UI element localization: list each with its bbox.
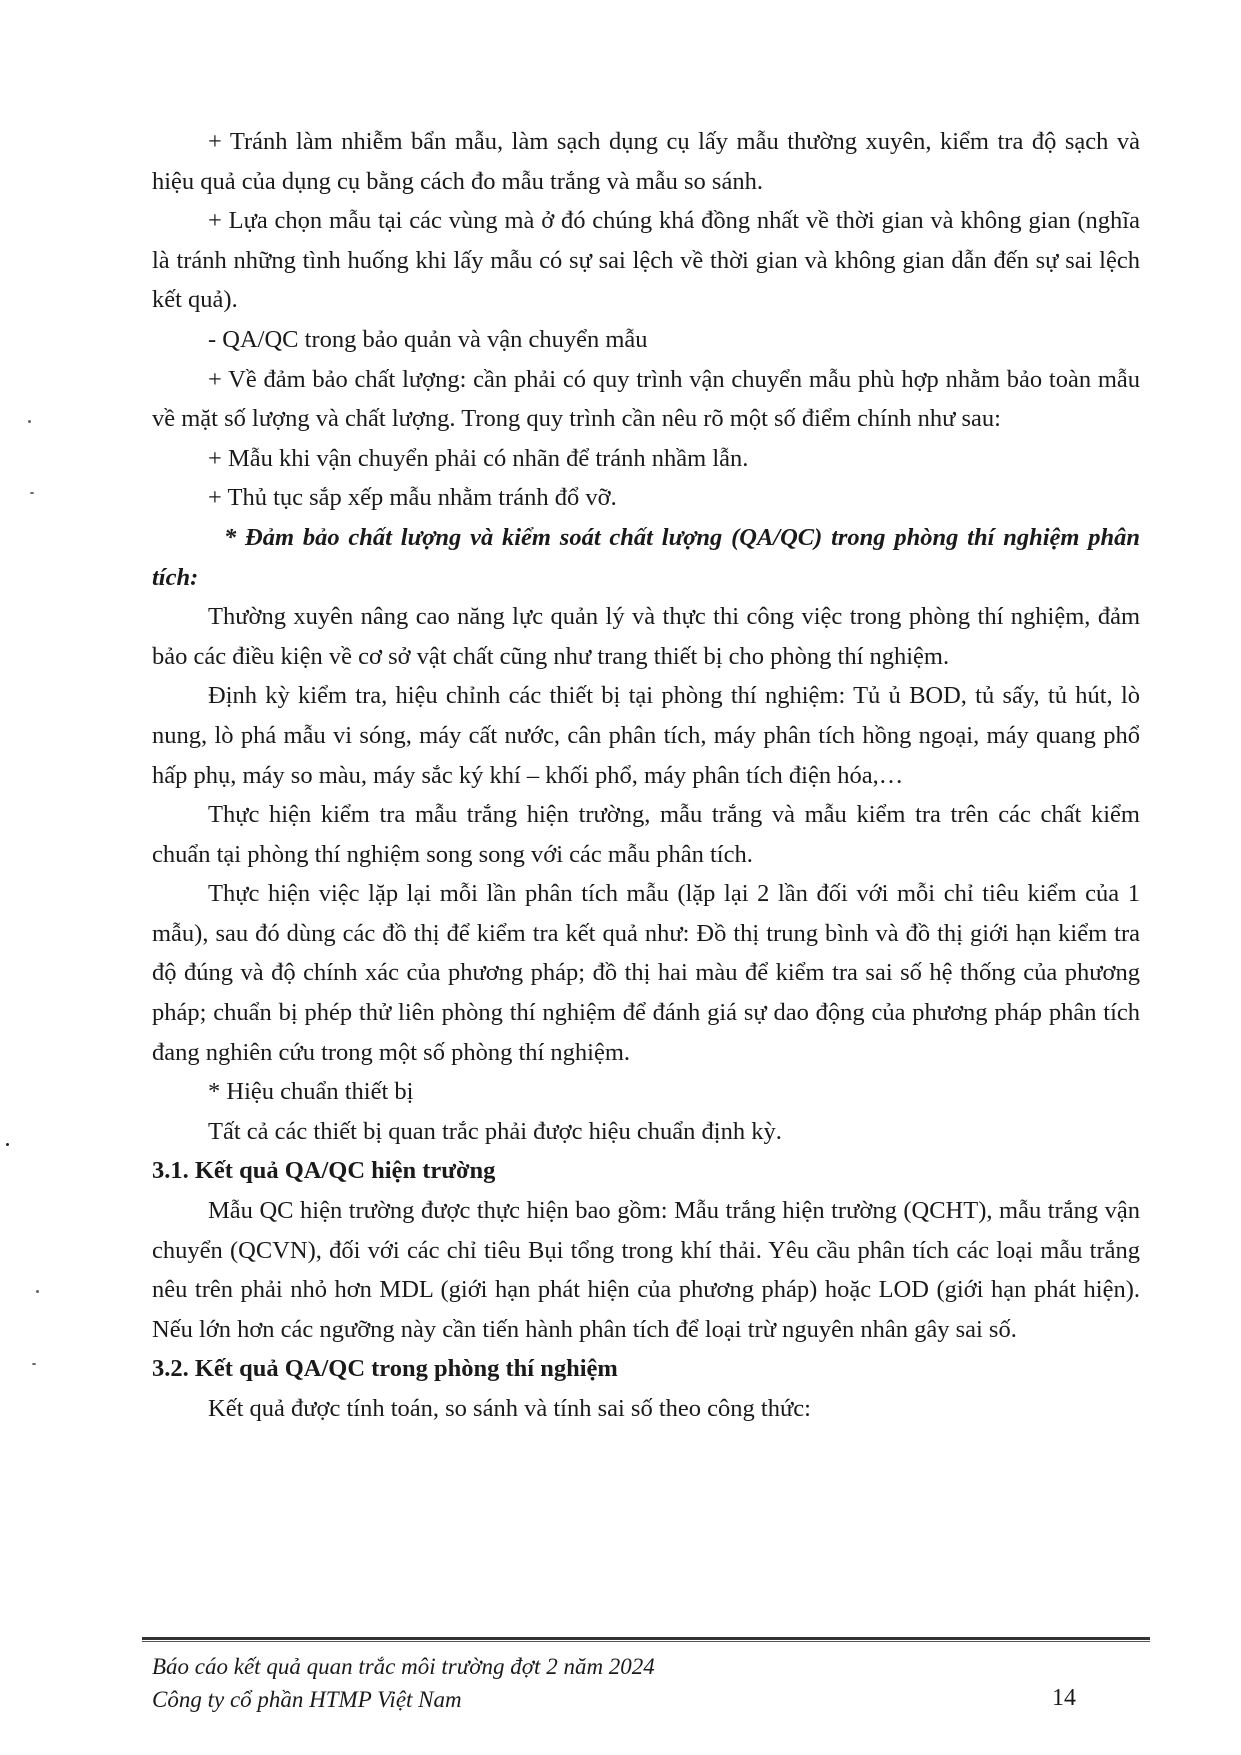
scan-speck bbox=[32, 1363, 36, 1365]
scan-speck bbox=[6, 1143, 9, 1146]
footer-divider bbox=[142, 1637, 1150, 1642]
scan-speck bbox=[28, 420, 31, 423]
paragraph: Kết quả được tính toán, so sánh và tính sai số theo công thức: bbox=[208, 1395, 811, 1422]
document-body bbox=[152, 122, 1140, 1429]
paragraph: - QA/QC trong bảo quản và vận chuyển mẫu bbox=[208, 325, 648, 353]
paragraph: Thực hiện việc lặp lại mỗi lần phân tích mẫu (lặp lại 2 lần đối với mỗi chỉ tiêu kiểm của 1 mẫu), sau đó dùng các đồ thị để kiểm tra kết quả như: Đồ thị trung bình và đồ thị giới hạn kiểm tra độ đúng và độ chính xác của phương pháp; đồ thị hai màu để kiểm tra sai số hệ thống của phương pháp; chuẩn bị phép thử liên phòng thí nghiệm để đánh giá sự dao động của phương pháp phân tích đang nghiên cứu trong một số phòng thí nghiệm. bbox=[152, 880, 1140, 1066]
footer-company-name: Công ty cổ phần HTMP Việt Nam bbox=[152, 1687, 462, 1712]
section-heading-3-2: 3.2. Kết quả QA/QC trong phòng thí nghiệm bbox=[152, 1355, 618, 1383]
page-number: 14 bbox=[1052, 1685, 1076, 1711]
paragraph: * Hiệu chuẩn thiết bị bbox=[208, 1078, 414, 1106]
paragraph: + Thủ tục sắp xếp mẫu nhằm tránh đổ vỡ. bbox=[208, 484, 617, 512]
paragraph: + Mẫu khi vận chuyển phải có nhãn để tránh nhầm lẫn. bbox=[208, 444, 749, 472]
scan-speck bbox=[30, 492, 34, 494]
paragraph: + Về đảm bảo chất lượng: cần phải có quy trình vận chuyển mẫu phù hợp nhằm bảo toàn mẫu về mặt số lượng và chất lượng. Trong quy trình cần nêu rõ một số điểm chính như sau: bbox=[152, 365, 1140, 433]
paragraph: + Tránh làm nhiễm bẩn mẫu, làm sạch dụng cụ lấy mẫu thường xuyên, kiểm tra độ sạch và hiệu quả của dụng cụ bằng cách đo mẫu trắng và mẫu so sánh. bbox=[152, 128, 1140, 195]
scan-speck bbox=[36, 1290, 39, 1293]
footer-report-title: Báo cáo kết quả quan trắc môi trường đợt 2 năm 2024 bbox=[152, 1654, 655, 1679]
paragraph: Thường xuyên nâng cao năng lực quản lý và thực thi công việc trong phòng thí nghiệm, đảm bảo các điều kiện về cơ sở vật chất cũng như trang thiết bị cho phòng thí nghiệm. bbox=[152, 603, 1140, 670]
paragraph: Định kỳ kiểm tra, hiệu chỉnh các thiết bị tại phòng thí nghiệm: Tủ ủ BOD, tủ sấy, tủ hút, lò nung, lò phá mẫu vi sóng, máy cất nước, cân phân tích, máy phân tích hồng ngoại, máy quang phổ hấp phụ, máy so màu, máy sắc ký khí – khối phổ, máy phân tích điện hóa,… bbox=[152, 682, 1140, 789]
paragraph: + Lựa chọn mẫu tại các vùng mà ở đó chúng khá đồng nhất về thời gian và không gian (nghĩa là tránh những tình huống khi lấy mẫu có sự sai lệch về thời gian và không gian dẫn đến sự sai lệch kết quả). bbox=[152, 207, 1140, 314]
paragraph: Thực hiện kiểm tra mẫu trắng hiện trường, mẫu trắng và mẫu kiểm tra trên các chất kiểm chuẩn tại phòng thí nghiệm song song với các mẫu phân tích. bbox=[152, 801, 1140, 868]
paragraph: Tất cả các thiết bị quan trắc phải được hiệu chuẩn định kỳ. bbox=[208, 1117, 782, 1145]
section-heading-3-1: 3.1. Kết quả QA/QC hiện trường bbox=[152, 1157, 496, 1185]
subsection-title: * Đảm bảo chất lượng và kiểm soát chất lượng (QA/QC) trong phòng thí nghiệm phân tích: bbox=[152, 523, 1140, 591]
paragraph: Mẫu QC hiện trường được thực hiện bao gồm: Mẫu trắng hiện trường (QCHT), mẫu trắng vận chuyển (QCVN), đối với các chỉ tiêu Bụi tổng trong khí thải. Yêu cầu phân tích các loại mẫu trắng nêu trên phải nhỏ hơn MDL (giới hạn phát hiện của phương pháp) hoặc LOD (giới hạn phát hiện). Nếu lớn hơn các ngưỡng này cần tiến hành phân tích để loại trừ nguyên nhân gây sai số. bbox=[152, 1197, 1140, 1343]
page-footer bbox=[152, 1650, 1082, 1716]
